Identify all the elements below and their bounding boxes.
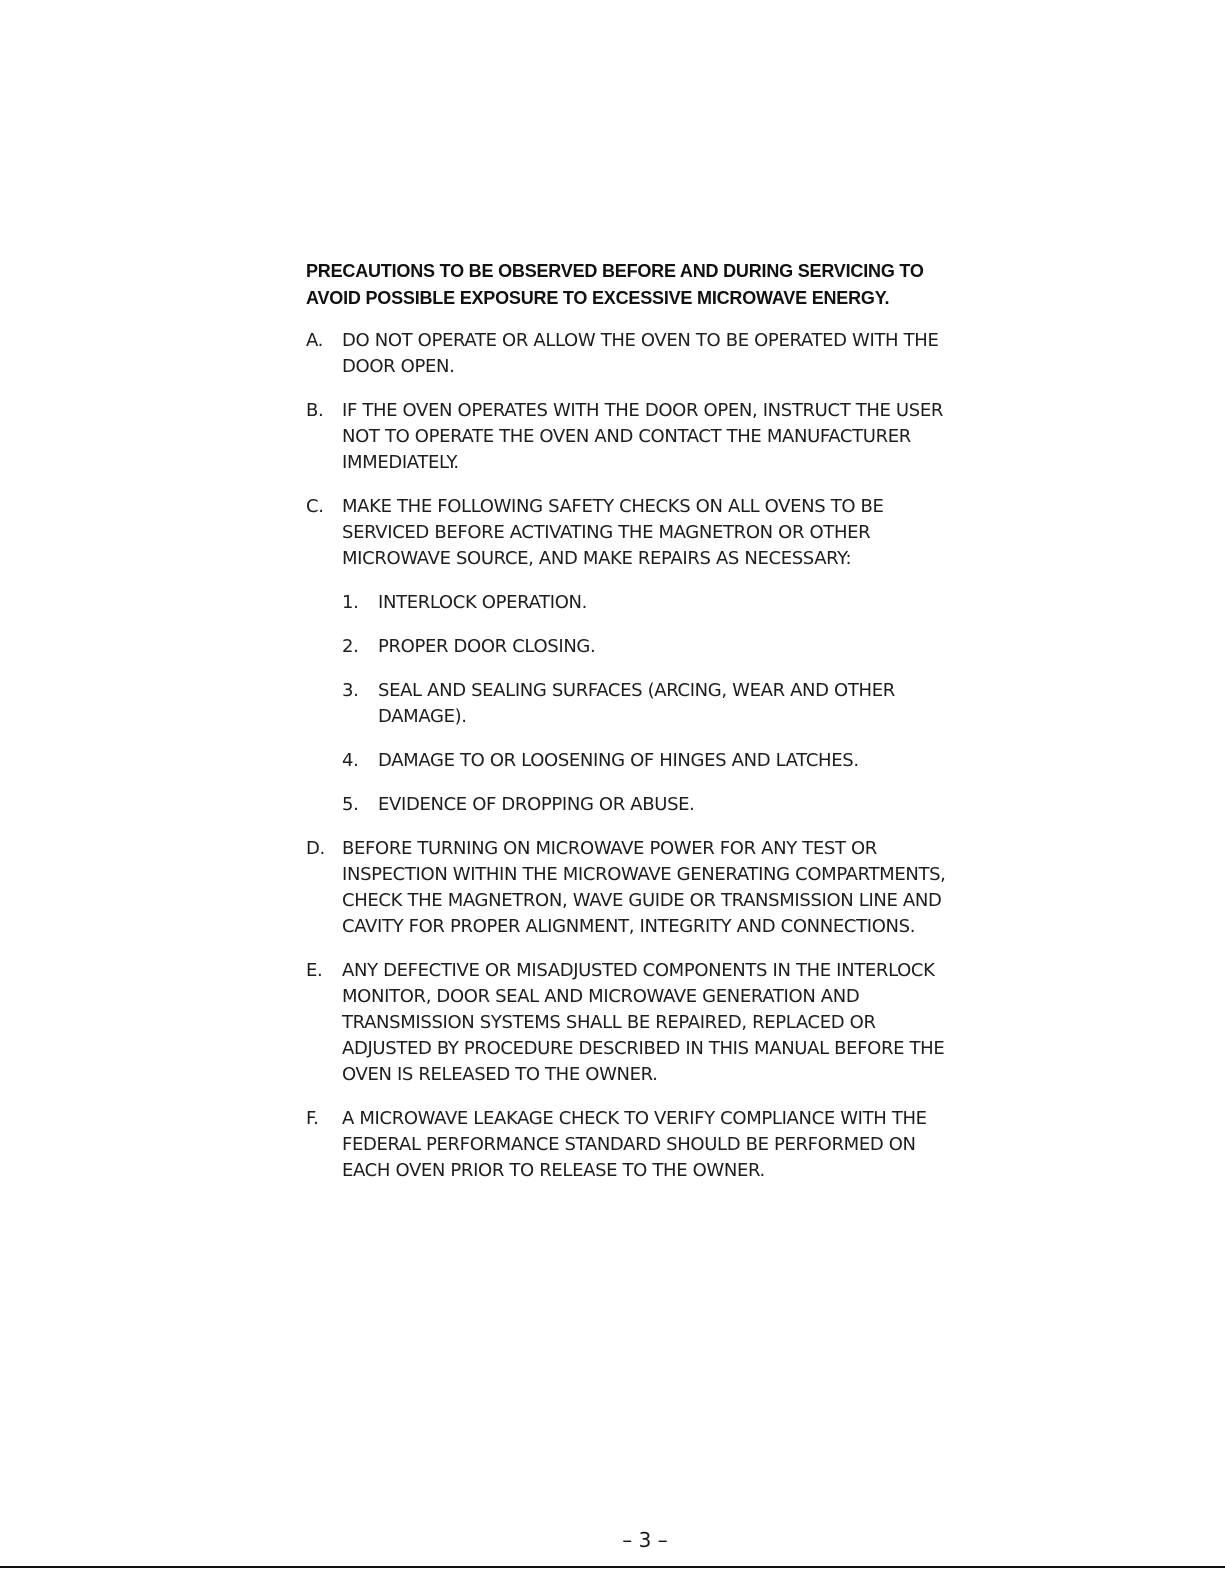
subitem-marker: 1.: [342, 592, 359, 613]
safety-check-1: [306, 590, 986, 616]
precaution-item-b: [306, 398, 986, 476]
text-line: A MICROWAVE LEAKAGE CHECK TO VERIFY COMPLIANCE WITH THE: [342, 1108, 927, 1129]
subitem-text: [378, 634, 986, 660]
text-line: INTERLOCK OPERATION.: [378, 592, 588, 613]
subitem-marker: 5.: [342, 794, 359, 815]
precaution-item-e: [306, 958, 986, 1088]
item-text: [342, 1106, 986, 1184]
text-line: NOT TO OPERATE THE OVEN AND CONTACT THE MANUFACTURER: [342, 426, 911, 447]
heading-line: AVOID POSSIBLE EXPOSURE TO EXCESSIVE MICROWAVE ENERGY.: [306, 288, 890, 308]
precautions-section: [306, 258, 986, 1202]
subitem-text: [378, 792, 986, 818]
text-line: PROPER DOOR CLOSING.: [378, 636, 596, 657]
subitem-marker: 2.: [342, 636, 359, 657]
safety-check-3: [306, 678, 986, 730]
text-line: MONITOR, DOOR SEAL AND MICROWAVE GENERATION AND: [342, 986, 860, 1007]
item-marker: F.: [306, 1108, 319, 1129]
heading-line: PRECAUTIONS TO BE OBSERVED BEFORE AND DURING SERVICING TO: [306, 261, 924, 281]
item-text: [342, 958, 986, 1088]
text-line: ANY DEFECTIVE OR MISADJUSTED COMPONENTS IN THE INTERLOCK: [342, 960, 935, 981]
text-line: ADJUSTED BY PROCEDURE DESCRIBED IN THIS MANUAL BEFORE THE: [342, 1038, 945, 1059]
text-line: TRANSMISSION SYSTEMS SHALL BE REPAIRED, REPLACED OR: [342, 1012, 876, 1033]
text-line: SEAL AND SEALING SURFACES (ARCING, WEAR AND OTHER: [378, 680, 895, 701]
safety-check-4: [306, 748, 986, 774]
item-text: [342, 836, 986, 940]
page-bottom-rule: [0, 1566, 1225, 1568]
item-marker: D.: [306, 838, 325, 859]
text-line: DO NOT OPERATE OR ALLOW THE OVEN TO BE OPERATED WITH THE: [342, 330, 939, 351]
precaution-item-c: [306, 494, 986, 572]
subitem-text: [378, 590, 986, 616]
text-line: DAMAGE TO OR LOOSENING OF HINGES AND LATCHES.: [378, 750, 859, 771]
subitem-text: [378, 678, 986, 730]
text-line: CAVITY FOR PROPER ALIGNMENT, INTEGRITY AND CONNECTIONS.: [342, 916, 916, 937]
text-line: INSPECTION WITHIN THE MICROWAVE GENERATING COMPARTMENTS,: [342, 864, 946, 885]
safety-check-2: [306, 634, 986, 660]
text-line: DAMAGE).: [378, 706, 467, 727]
text-line: BEFORE TURNING ON MICROWAVE POWER FOR ANY TEST OR: [342, 838, 877, 859]
item-marker: E.: [306, 960, 323, 981]
item-marker: B.: [306, 400, 324, 421]
subitem-marker: 3.: [342, 680, 359, 701]
text-line: IF THE OVEN OPERATES WITH THE DOOR OPEN, INSTRUCT THE USER: [342, 400, 944, 421]
precaution-item-f: [306, 1106, 986, 1184]
text-line: SERVICED BEFORE ACTIVATING THE MAGNETRON OR OTHER: [342, 522, 871, 543]
item-text: [342, 398, 986, 476]
subitem-marker: 4.: [342, 750, 359, 771]
page-number: – 3 –: [622, 1528, 668, 1552]
subitem-text: [378, 748, 986, 774]
text-line: DOOR OPEN.: [342, 356, 455, 377]
text-line: EACH OVEN PRIOR TO RELEASE TO THE OWNER.: [342, 1160, 765, 1181]
precaution-item-d: [306, 836, 986, 940]
item-text: [342, 494, 986, 572]
precaution-item-a: [306, 328, 986, 380]
text-line: EVIDENCE OF DROPPING OR ABUSE.: [378, 794, 695, 815]
text-line: MICROWAVE SOURCE, AND MAKE REPAIRS AS NECESSARY:: [342, 548, 852, 569]
section-heading: [306, 258, 986, 312]
item-marker: A.: [306, 330, 324, 351]
item-marker: C.: [306, 496, 324, 517]
text-line: IMMEDIATELY.: [342, 452, 459, 473]
safety-check-5: [306, 792, 986, 818]
item-text: [342, 328, 986, 380]
text-line: OVEN IS RELEASED TO THE OWNER.: [342, 1064, 658, 1085]
text-line: FEDERAL PERFORMANCE STANDARD SHOULD BE PERFORMED ON: [342, 1134, 916, 1155]
text-line: MAKE THE FOLLOWING SAFETY CHECKS ON ALL OVENS TO BE: [342, 496, 884, 517]
text-line: CHECK THE MAGNETRON, WAVE GUIDE OR TRANSMISSION LINE AND: [342, 890, 942, 911]
